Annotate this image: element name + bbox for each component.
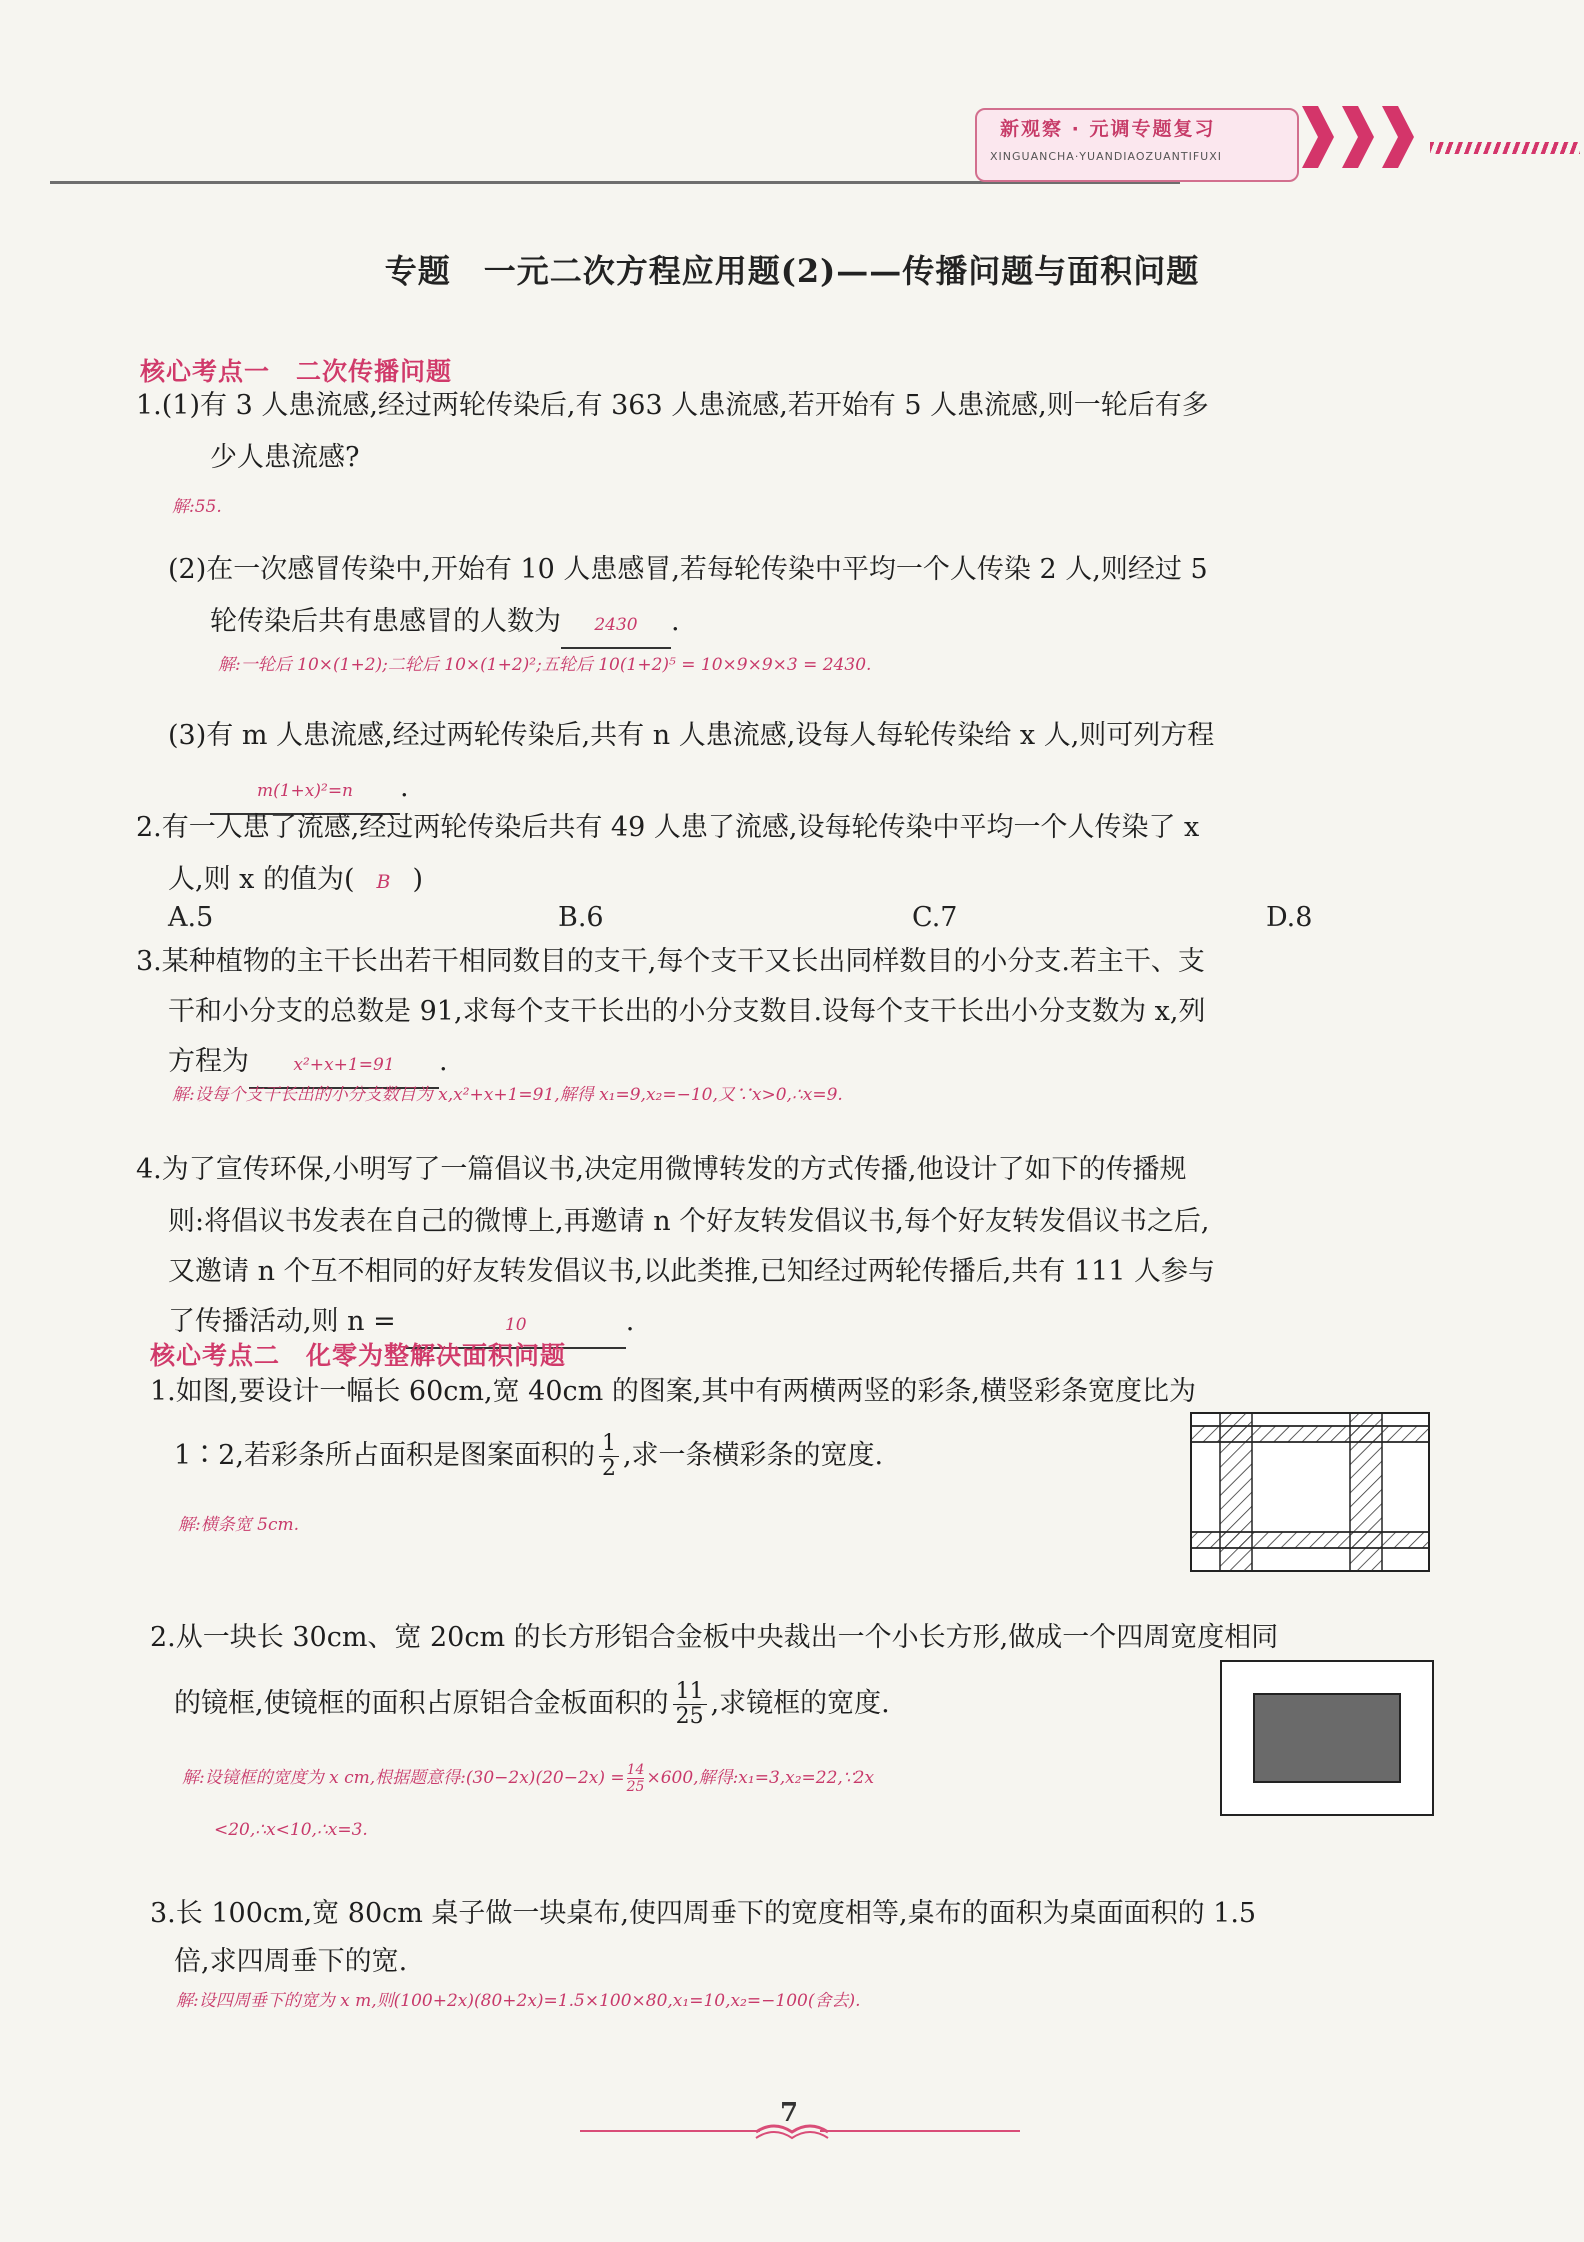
question-1-3-line-2: m(1+x)²=n . [210,766,409,815]
problem-2-line-1: 2.从一块长 30cm、宽 20cm 的长方形铝合金板中央裁出一个小长方形,做成一个四周宽度相同 [150,1622,1279,1653]
option-b: B.6 [558,902,604,933]
footer-rule-left [580,2130,760,2132]
page-title: 专题 一元二次方程应用题(2)——传播问题与面积问题 [384,252,1200,290]
answer-3: 解:设每个支干长出的小分支数目为 x,x²+x+1=91,解得 x₁=9,x₂=−10,又∵x>0,∴x=9. [172,1085,843,1105]
chevron-right-icon [1340,104,1376,170]
question-2-line-2: 人,则 x 的值为( B ) [168,864,424,895]
problem-2-line-2: 的镜框,使镜框的面积占原铝合金板面积的 $\frac{11}{25}$ ,求镜框的宽度. [174,1679,890,1729]
option-d: D.8 [1266,902,1313,933]
question-1-3-line-1: (3)有 m 人患流感,经过两轮传染后,共有 n 人患流感,设每人每轮传染给 x 人,则可列方程 [168,720,1215,751]
page-number: 7 [780,2098,799,2128]
problem-1-line-2: 1∶2,若彩条所占面积是图案面积的 $\frac{1}{2}$ ,求一条横彩条的宽度. [174,1431,884,1481]
footer-rule-right [820,2130,1020,2132]
answer-p1: 解:横条宽 5cm. [178,1515,299,1535]
question-1-1-line-2: 少人患流感? [210,442,360,473]
option-c: C.7 [912,902,958,933]
question-3-line-2: 干和小分支的总数是 91,求每个支干长出的小分支数目.设每个支干长出小分支数为 x,列 [168,996,1206,1027]
question-3-line-1: 3.某种植物的主干长出若干相同数目的支干,每个支干又长出同样数目的小分支.若主干、支 [136,946,1205,977]
chevron-right-icon [1300,104,1336,170]
answer-blank: m(1+x)²=n [210,769,400,815]
answer-blank: 10 [406,1303,626,1349]
answer-1-1: 解:55. [172,497,222,517]
question-1-1-line-1: 1.(1)有 3 人患流感,经过两轮传染后,有 363 人患流感,若开始有 5 人患流感,则一轮后有多 [136,390,1209,421]
question-3-line-3: 方程为 x²+x+1=91 . [168,1040,448,1089]
answer-1-2: 解:一轮后 10×(1+2);二轮后 10×(1+2)²;五轮后 10(1+2)⁵ = 10×9×9×3 = 2430. [218,655,872,675]
section-heading-2: 核心考点二 化零为整解决面积问题 [150,1341,567,1370]
question-1-2-line-2: 轮传染后共有患感冒的人数为 2430 . [210,600,680,649]
question-4-line-4: 了传播活动,则 n = 10 . [168,1300,634,1349]
question-1-2-line-1: (2)在一次感冒传染中,开始有 10 人患感冒,若每轮传染中平均一个人传染 2 人,则经过 5 [168,554,1208,585]
answer-p2-line-2: <20,∴x<10,∴x=3. [214,1820,368,1840]
answer-p2-line-1: 解:设镜框的宽度为 x cm,根据题意得:(30−2x)(20−2x) = $\frac{14}{25} \times 600$,解得:x₁=3,x₂=22,∵2x [182,1762,875,1795]
section-heading-1: 核心考点一 二次传播问题 [140,357,453,386]
frame-figure [1220,1660,1434,1816]
problem-3-line-2: 倍,求四周垂下的宽. [174,1946,408,1977]
answer-choice: B [376,871,391,893]
answer-blank: 2430 [561,603,671,649]
chevron-right-icon [1380,104,1416,170]
answer-p3: 解:设四周垂下的宽为 x m,则(100+2x)(80+2x)=1.5×100×80,x₁=10,x₂=−100(舍去). [176,1991,861,2011]
question-4-line-2: 则:将倡议书发表在自己的微博上,再邀请 n 个好友转发倡议书,每个好友转发倡议书之后, [168,1206,1210,1237]
question-4-line-1: 4.为了宣传环保,小明写了一篇倡议书,决定用微博转发的方式传播,他设计了如下的传播规 [136,1154,1187,1185]
fraction: $\frac{1}{2}$ [599,1432,619,1481]
question-2-line-1: 2.有一人患了流感,经过两轮传染后共有 49 人患了流感,设每轮传染中平均一个人传染了 x [136,812,1200,843]
answer-blank: x²+x+1=91 [249,1043,439,1089]
problem-1-line-1: 1.如图,要设计一幅长 60cm,宽 40cm 的图案,其中有两横两竖的彩条,横竖彩条宽度比为 [150,1376,1196,1407]
problem-3-line-1: 3.长 100cm,宽 80cm 桌子做一块桌布,使四周垂下的宽度相等,桌布的面积为桌面面积的 1.5 [150,1898,1257,1929]
stripe-pattern-figure [1190,1412,1430,1572]
header-banner-title: 新观察 · 元调专题复习 [1000,118,1216,140]
question-4-line-3: 又邀请 n 个互不相同的好友转发倡议书,以此类推,已知经过两轮传播后,共有 111 人参与 [168,1256,1215,1287]
fraction: $\frac{14}{25}$ [626,1762,645,1795]
header-banner-subtitle: XINGUANCHA·YUANDIAOZUANTIFUXI [990,150,1223,163]
fraction: $\frac{11}{25}$ [673,1680,707,1729]
header-hatch-decoration [1430,142,1580,154]
option-a: A.5 [168,902,214,933]
